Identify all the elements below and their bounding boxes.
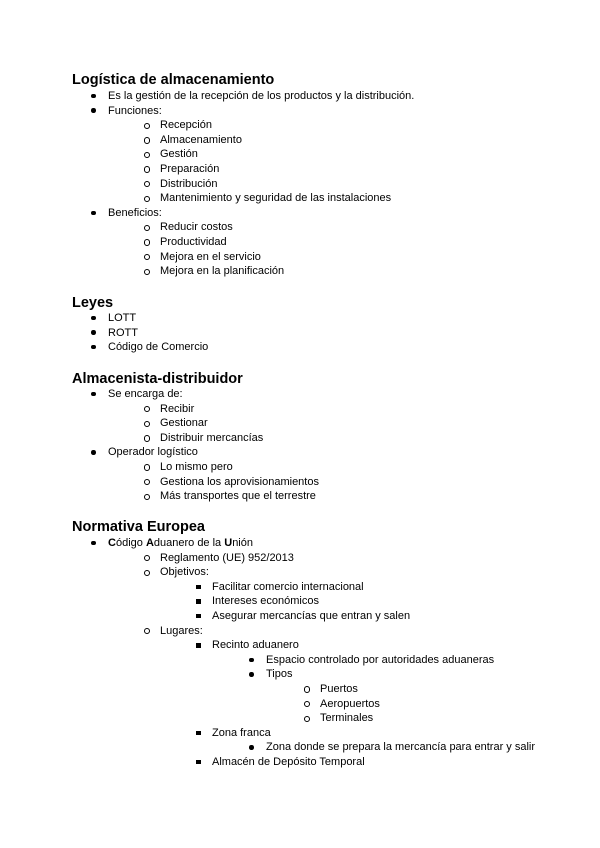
list-item: Recepción (142, 118, 414, 133)
list-item: Lo mismo pero (142, 460, 319, 475)
cau-title: Código Aduanero de la Unión (108, 537, 253, 549)
list-item: Reglamento (UE) 952/2013 (142, 551, 535, 566)
list-item-beneficios: Beneficios: Reducir costos Productividad Mejora en el servicio Mejora en la planificación (72, 206, 414, 279)
list-normativa (72, 536, 535, 770)
list-almacenista (72, 387, 319, 504)
list-item: Preparación (142, 162, 414, 177)
list-item: Mejora en el servicio (142, 250, 414, 265)
sublist-operador (142, 460, 319, 504)
list-item: Mejora en la planificación (142, 264, 414, 279)
list-item: Recibir (142, 402, 319, 417)
list-item: Gestión (142, 147, 414, 162)
list-item: Distribuir mercancías (142, 431, 319, 446)
sublist-encarga (142, 402, 319, 446)
list-item: ROTT (72, 326, 208, 341)
list-item: Almacenamiento (142, 133, 414, 148)
list-item-operador: Operador logístico Lo mismo pero Gestiona los aprovisionamientos Más transportes que el terrestre (72, 445, 319, 503)
list-item: Código de Comercio (72, 340, 208, 355)
list-item: Gestionar (142, 416, 319, 431)
sublist-beneficios (142, 220, 414, 278)
sublist-objetivos (194, 580, 535, 624)
list-item: Facilitar comercio internacional (194, 580, 535, 595)
list-item: Más transportes que el terrestre (142, 489, 319, 504)
list-item: Puertos (302, 682, 535, 697)
list-item: Zona donde se prepara la mercancía para entrar y salir (248, 740, 535, 755)
list-item-almacen: Almacén de Depósito Temporal (194, 755, 535, 770)
heading-normativa: Normativa Europea (72, 519, 205, 535)
list-item: Espacio controlado por autoridades aduaneras (248, 653, 535, 668)
list-item: Asegurar mercancías que entran y salen (194, 609, 535, 624)
list-item: Es la gestión de la recepción de los productos y la distribución. (72, 89, 414, 104)
list-item: Intereses económicos (194, 594, 535, 609)
heading-leyes: Leyes (72, 295, 114, 311)
sublist-tipos (302, 682, 535, 726)
sublist-lugares (194, 638, 535, 769)
list-item-objetivos: Objetivos: Facilitar comercio internacional Intereses económicos Asegurar mercancías que entran y salen (142, 565, 535, 623)
list-item-recinto: Recinto aduanero Espacio controlado por autoridades aduaneras Tipos Puertos Aeropuertos Terminales (194, 638, 535, 726)
list-item-encarga: Se encarga de: Recibir Gestionar Distribuir mercancías (72, 387, 319, 445)
sublist-cau (142, 551, 535, 770)
list-item: Gestiona los aprovisionamientos (142, 475, 319, 490)
heading-almacenista: Almacenista-distribuidor (72, 371, 243, 387)
list-item-tipos: Tipos Puertos Aeropuertos Terminales (248, 667, 535, 725)
list-logistica (72, 89, 414, 279)
list-item: Mantenimiento y seguridad de las instalaciones (142, 191, 414, 206)
list-leyes (72, 311, 208, 355)
sublist-zona (248, 740, 535, 755)
list-item: Reducir costos (142, 220, 414, 235)
sublist-recinto (248, 653, 535, 726)
list-item-funciones: Funciones: Recepción Almacenamiento Gestión Preparación Distribución Mantenimiento y seguridad de las instalaciones (72, 104, 414, 206)
list-item: Productividad (142, 235, 414, 250)
list-item-lugares: Lugares: Recinto aduanero Espacio controlado por autoridades aduaneras Tipos Puertos Aeropuertos Terminales Zona franca Zona donde se prepara la mercancía para entrar y salir Almacén de Depósito Temporal (142, 624, 535, 770)
list-item: Distribución (142, 177, 414, 192)
list-item: Aeropuertos (302, 697, 535, 712)
sublist-funciones (142, 118, 414, 206)
list-item-zona: Zona franca Zona donde se prepara la mercancía para entrar y salir (194, 726, 535, 755)
list-item: LOTT (72, 311, 208, 326)
list-item-cau (72, 536, 535, 770)
list-item: Terminales (302, 711, 535, 726)
heading-logistica: Logística de almacenamiento (72, 72, 275, 88)
